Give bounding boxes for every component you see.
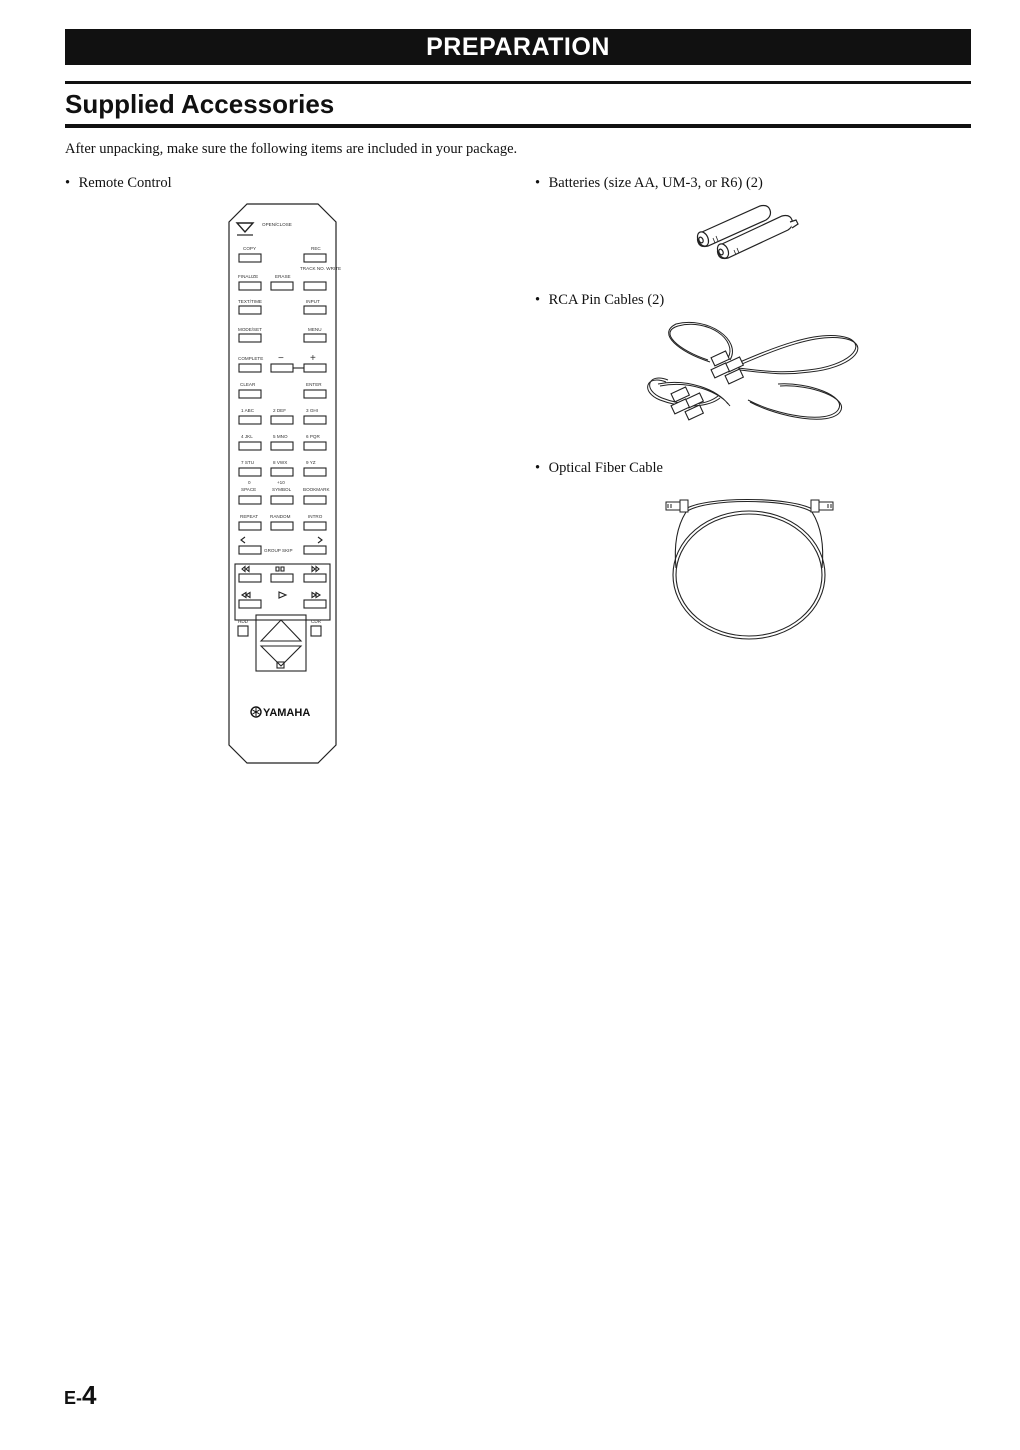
svg-text:CDR: CDR [311, 619, 321, 624]
page-number [64, 1380, 96, 1413]
svg-text:MENU: MENU [308, 327, 322, 332]
svg-text:1 ABC: 1 ABC [241, 408, 255, 413]
batteries-illustration [690, 198, 820, 270]
svg-text:8 VWX: 8 VWX [273, 460, 288, 465]
svg-text:GROUP SKIP: GROUP SKIP [264, 548, 293, 553]
chapter-title-bar [65, 29, 971, 65]
svg-text:SYMBOL: SYMBOL [272, 487, 292, 492]
svg-text:3 GHI: 3 GHI [306, 408, 318, 413]
svg-text:COPY: COPY [243, 246, 257, 251]
svg-text:TRACK NO. WRITE: TRACK NO. WRITE [300, 266, 342, 271]
svg-text:−: − [278, 353, 284, 364]
bullet: • [65, 175, 71, 191]
bullet: • [535, 292, 541, 308]
svg-text:+: + [310, 353, 316, 364]
svg-text:ERASE: ERASE [275, 274, 291, 279]
section-title: Supplied Accessories [65, 89, 335, 119]
svg-text:0: 0 [248, 480, 251, 485]
yamaha-logo [251, 707, 310, 719]
chapter-title: PREPARATION [426, 33, 610, 61]
svg-text:MODE/SET: MODE/SET [238, 327, 262, 332]
svg-text:TEXT/TIME: TEXT/TIME [238, 299, 262, 304]
svg-text:HDD: HDD [238, 619, 248, 624]
svg-text:CLEAR: CLEAR [240, 382, 256, 387]
svg-text:5 MNO: 5 MNO [273, 434, 288, 439]
intro-paragraph: After unpacking, make sure the following items are included in your package. [65, 141, 518, 157]
accessory-item-remote [65, 173, 172, 193]
accessory-label: Remote Control [78, 175, 172, 191]
accessory-label: RCA Pin Cables (2) [548, 292, 665, 308]
bullet: • [535, 175, 541, 191]
svg-text:4 JKL: 4 JKL [241, 434, 253, 439]
svg-text:+10: +10 [277, 480, 285, 485]
accessory-item-batteries [535, 173, 763, 193]
rca-cables-illustration [638, 320, 863, 430]
section-rule-bottom [65, 124, 971, 128]
remote-control-illustration [220, 200, 350, 770]
label-open-close: OPEN/CLOSE [262, 222, 292, 227]
svg-text:RANDOM: RANDOM [270, 514, 291, 519]
svg-text:6 PQR: 6 PQR [306, 434, 320, 439]
svg-text:REPEAT: REPEAT [240, 514, 259, 519]
svg-text:SPACE: SPACE [241, 487, 257, 492]
svg-text:7 STU: 7 STU [241, 460, 255, 465]
svg-text:INPUT: INPUT [306, 299, 320, 304]
svg-text:2 DEF: 2 DEF [273, 408, 287, 413]
svg-text:ENTER: ENTER [306, 382, 322, 387]
section-rule-top [65, 81, 971, 84]
accessory-item-optical-cable [535, 458, 663, 478]
bullet: • [535, 460, 541, 476]
remote-button-labels [238, 246, 341, 624]
accessory-label: Optical Fiber Cable [548, 460, 663, 476]
svg-text:YAMAHA: YAMAHA [263, 707, 311, 719]
accessory-label: Batteries (size AA, UM-3, or R6) (2) [548, 175, 763, 191]
svg-text:REC: REC [311, 246, 321, 251]
svg-text:BOOKMARK: BOOKMARK [303, 487, 330, 492]
optical-cable-illustration [662, 488, 837, 643]
svg-text:9 YZ: 9 YZ [306, 460, 316, 465]
svg-text:INTRO: INTRO [308, 514, 323, 519]
accessory-item-rca-cables [535, 290, 664, 310]
page-number-value: 4 [82, 1380, 97, 1410]
svg-text:FINALIZE: FINALIZE [238, 274, 259, 279]
svg-text:COMPLETE: COMPLETE [238, 356, 264, 361]
page-number-prefix: E- [64, 1388, 82, 1408]
